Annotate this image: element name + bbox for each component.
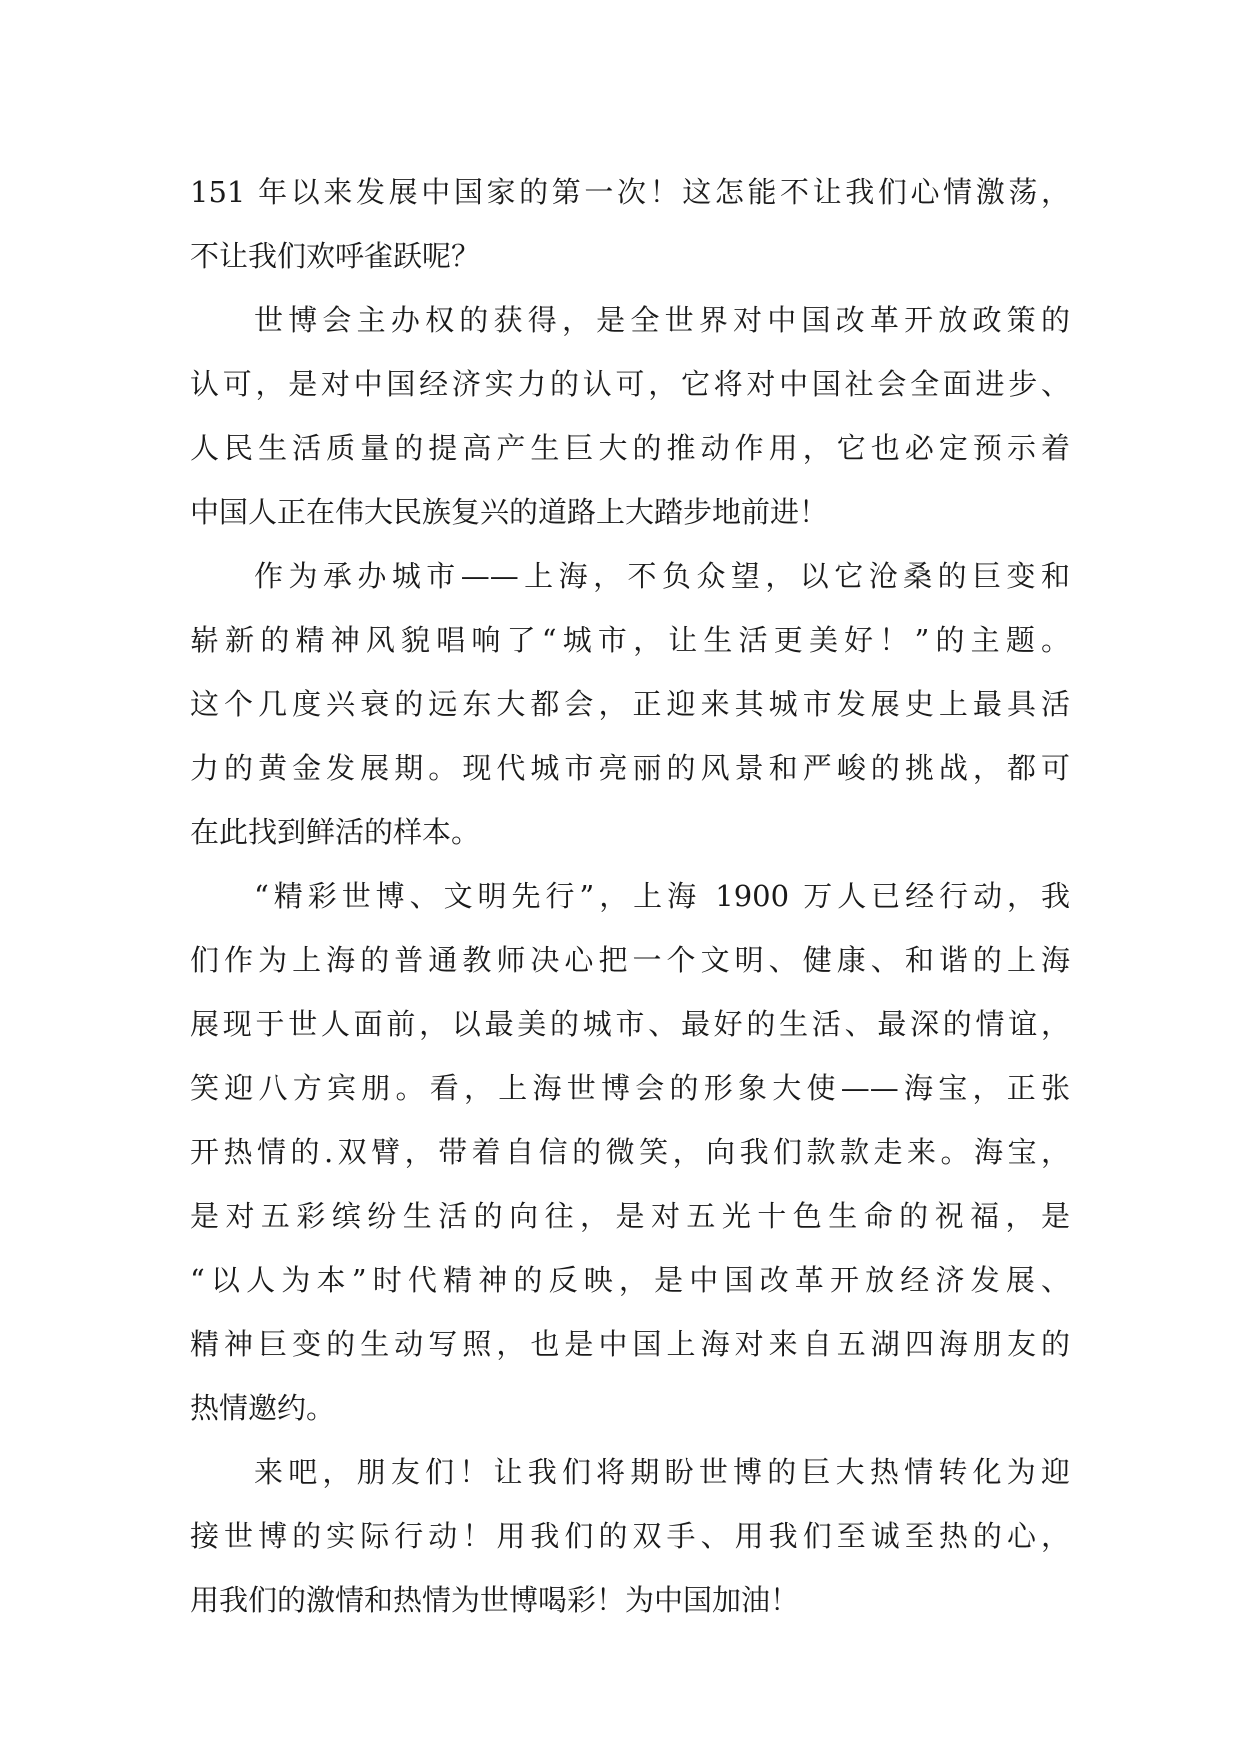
text-line: 们作为上海的普通教师决心把一个文明、健康、和谐的上海 [190,943,1070,977]
text-line: 热情邀约。 [190,1391,336,1425]
paragraph [190,160,1070,288]
text-line: 在此找到鲜活的样本。 [190,815,481,849]
text-line: 力的黄金发展期。现代城市亮丽的风景和严峻的挑战，都可 [190,751,1070,785]
text-line: 开热情的.双臂，带着自信的微笑，向我们款款走来。海宝， [190,1135,1070,1169]
text-line: 中国人正在伟大民族复兴的道路上大踏步地前进！ [190,495,829,529]
text-line: 这个几度兴衰的远东大都会，正迎来其城市发展史上最具活 [190,687,1070,721]
paragraph [190,864,1070,1440]
text-line: 不让我们欢呼雀跃呢？ [190,239,481,273]
paragraph [190,288,1070,544]
paragraph [190,544,1070,864]
text-line: 人民生活质量的提高产生巨大的推动作用，它也必定预示着 [190,431,1070,465]
text-line: 是对五彩缤纷生活的向往，是对五光十色生命的祝福，是 [190,1199,1070,1233]
text-line: 笑迎八方宾朋。看，上海世博会的形象大使——海宝，正张 [190,1071,1070,1105]
text-line: 展现于世人面前，以最美的城市、最好的生活、最深的情谊， [190,1007,1070,1041]
text-line: 认可，是对中国经济实力的认可，它将对中国社会全面进步、 [190,367,1070,401]
text-line: 用我们的激情和热情为世博喝彩！为中国加油！ [190,1583,800,1617]
text-line: “以人为本”时代精神的反映，是中国改革开放经济发展、 [190,1263,1070,1297]
text-line: “精彩世博、文明先行”，上海 1900 万人已经行动，我 [254,879,1070,913]
text-line: 151 年以来发展中国家的第一次！这怎能不让我们心情激荡， [190,175,1070,209]
document-body [190,160,1070,1632]
text-line: 接世博的实际行动！用我们的双手、用我们至诚至热的心， [190,1519,1070,1553]
text-line: 崭新的精神风貌唱响了“城市，让生活更美好！”的主题。 [190,623,1070,657]
text-line: 世博会主办权的获得，是全世界对中国改革开放政策的 [254,303,1070,337]
paragraph [190,1440,1070,1632]
text-line: 精神巨变的生动写照，也是中国上海对来自五湖四海朋友的 [190,1327,1070,1361]
text-line: 作为承办城市——上海，不负众望，以它沧桑的巨变和 [254,559,1070,593]
text-line: 来吧，朋友们！让我们将期盼世博的巨大热情转化为迎 [254,1455,1070,1489]
